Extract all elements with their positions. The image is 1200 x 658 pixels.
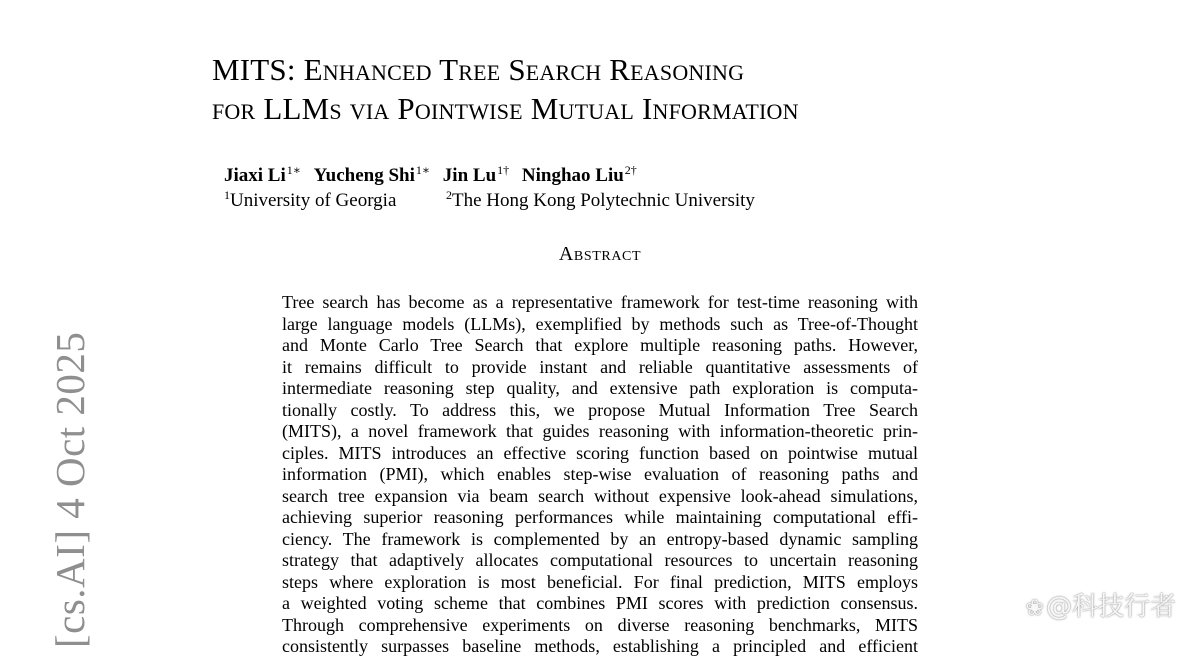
affiliation-list (224, 183, 755, 213)
affiliation-number: 2 (446, 188, 452, 202)
author-marks: 1∗ (286, 163, 301, 177)
abstract-line: intermediate reasoning step quality, and extensive path exploration is computa- (282, 378, 918, 398)
abstract-line: search tree expansion via beam search without expensive look-ahead simulations, (282, 485, 918, 506)
affiliation-name: The Hong Kong Polytechnic University (452, 190, 755, 211)
affiliation-1 (224, 183, 446, 213)
title-line-2: for LLMs via Pointwise Mutual Information (212, 91, 799, 126)
watermark-text: @科技行者 (1045, 592, 1176, 622)
paper-title (212, 50, 1012, 128)
abstract-line: ciency. The framework is complemented by an entropy-based dynamic sampling (282, 528, 918, 549)
title-line-1: MITS: Enhanced Tree Search Reasoning (212, 52, 745, 87)
author-marks: 2† (624, 163, 637, 177)
author-name: Jin Lu (442, 165, 497, 186)
abstract-line: (MITS), a novel framework that guides reasoning with information-theoretic prin- (282, 421, 918, 441)
author-name: Ninghao Liu (521, 165, 624, 186)
abstract-line: it remains difficult to provide instant and reliable quantitative assessments of (282, 356, 918, 377)
abstract-line: tionally costly. To address this, we propose Mutual Information Tree Search (282, 399, 918, 420)
arxiv-sidebar-stamp: [cs.AI] 4 Oct 2025 (47, 331, 93, 648)
abstract-line: achieving superior reasoning performances while maintaining computational effi- (282, 507, 918, 527)
affiliation-name: University of Georgia (230, 190, 397, 211)
author-marks: 1† (497, 163, 510, 177)
abstract-line: strategy that adaptively allocates computational resources to uncertain reasoning (282, 550, 918, 570)
abstract-line: a weighted voting scheme that combines PMI scores with prediction consensus. (282, 593, 918, 613)
author-marks: 1∗ (415, 163, 431, 177)
abstract-line: Tree search has become as a representative framework for test-time reasoning with (282, 292, 918, 312)
affiliation-2 (446, 190, 755, 211)
author-name: Yucheng Shi (313, 165, 415, 186)
author-name: Jiaxi Li (224, 165, 286, 186)
abstract-line: Through comprehensive experiments on diverse reasoning benchmarks, MITS (282, 614, 918, 635)
abstract-heading: Abstract (558, 243, 642, 265)
abstract-body (282, 292, 918, 658)
abstract-line: ciples. MITS introduces an effective scoring function based on pointwise mutual (282, 442, 918, 463)
paw-icon: ❀ (1025, 596, 1044, 621)
abstract-line: information (PMI), which enables step-wise evaluation of reasoning paths and (282, 464, 918, 484)
abstract-line: steps where exploration is most beneficial. For final prediction, MITS employs (282, 571, 918, 592)
abstract-line: and Monte Carlo Tree Search that explore multiple reasoning paths. However, (282, 335, 918, 355)
abstract-line: large language models (LLMs), exemplified by methods such as Tree-of-Thought (282, 313, 918, 334)
watermark (1026, 586, 1176, 623)
abstract-line: consistently surpasses baseline methods, establishing a principled and efficient (282, 636, 918, 656)
affiliation-number: 1 (224, 188, 230, 202)
